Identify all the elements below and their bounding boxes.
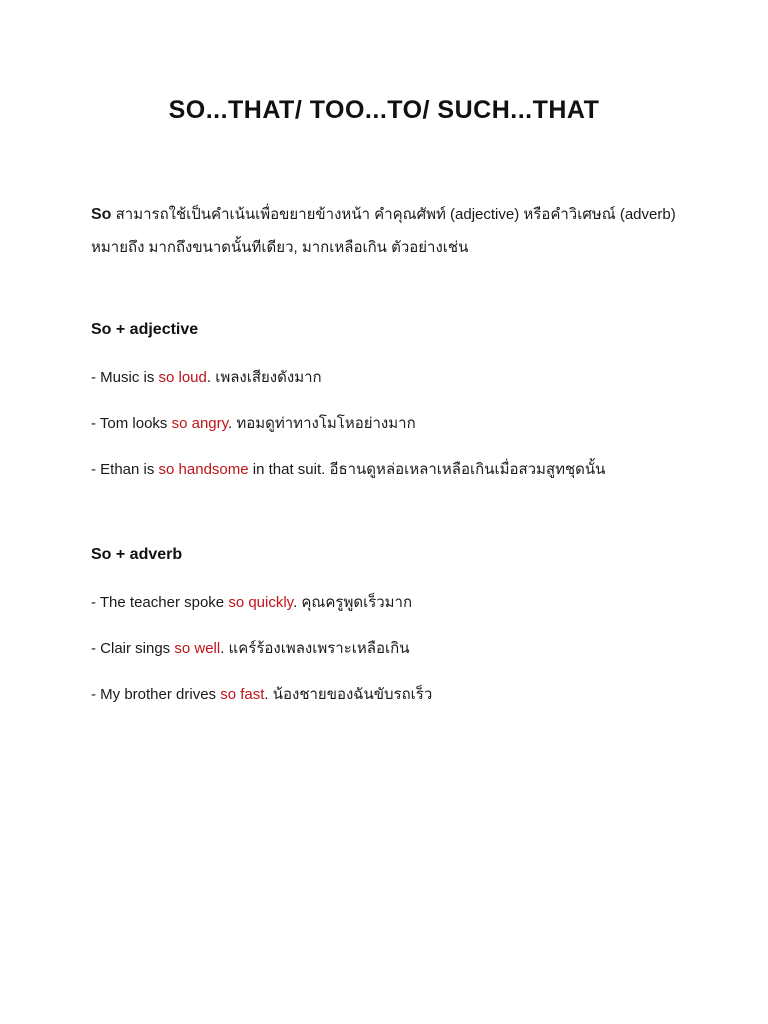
intro-lead-word: So [91,206,112,223]
page-title: SO...THAT/ TOO...TO/ SUCH...THAT [168,96,600,124]
section-heading-adverb: So + adverb [91,546,183,563]
example-ethan [91,457,605,481]
example-prefix: - Clair sings [91,640,175,657]
example-prefix: - Ethan is [91,461,159,478]
example-suffix: . ทอมดูท่าทางโมโหอย่างมาก [228,415,416,432]
example-prefix: - The teacher spoke [91,594,229,611]
example-teacher [91,590,412,614]
example-highlight: so fast [220,686,265,703]
example-music [91,365,322,389]
intro-paragraph [91,198,731,264]
section-heading-adjective: So + adjective [91,321,199,338]
example-highlight: so angry [171,415,229,432]
example-suffix: . แคร์ร้องเพลงเพราะเหลือเกิน [220,640,410,657]
example-suffix: . คุณครูพูดเร็วมาก [293,594,413,611]
example-suffix: in that suit. อีธานดูหล่อเหลาเหลือเกินเมื่อสวมสูทชุดนั้น [248,461,606,478]
intro-line-2: หมายถึง มากถึงขนาดนั้นทีเดียว, มากเหลือเกิน ตัวอย่างเช่น [91,239,469,256]
example-prefix: - Tom looks [91,415,172,432]
example-prefix: - My brother drives [91,686,221,703]
example-suffix: . เพลงเสียงดังมาก [206,369,322,386]
example-brother [91,682,432,706]
example-suffix: . น้องชายของฉันขับรถเร็ว [264,686,433,703]
example-highlight: so loud [158,369,207,386]
example-clair [91,636,409,660]
example-prefix: - Music is [91,369,159,386]
example-highlight: so well [174,640,221,657]
example-highlight: so quickly [228,594,294,611]
example-highlight: so handsome [158,461,249,478]
example-tom [91,411,416,435]
intro-line-1: สามารถใช้เป็นคำเน้นเพื่อขยายข้างหน้า คำคุณศัพท์ (adjective) หรือคำวิเศษณ์ (adverb) [111,206,676,223]
